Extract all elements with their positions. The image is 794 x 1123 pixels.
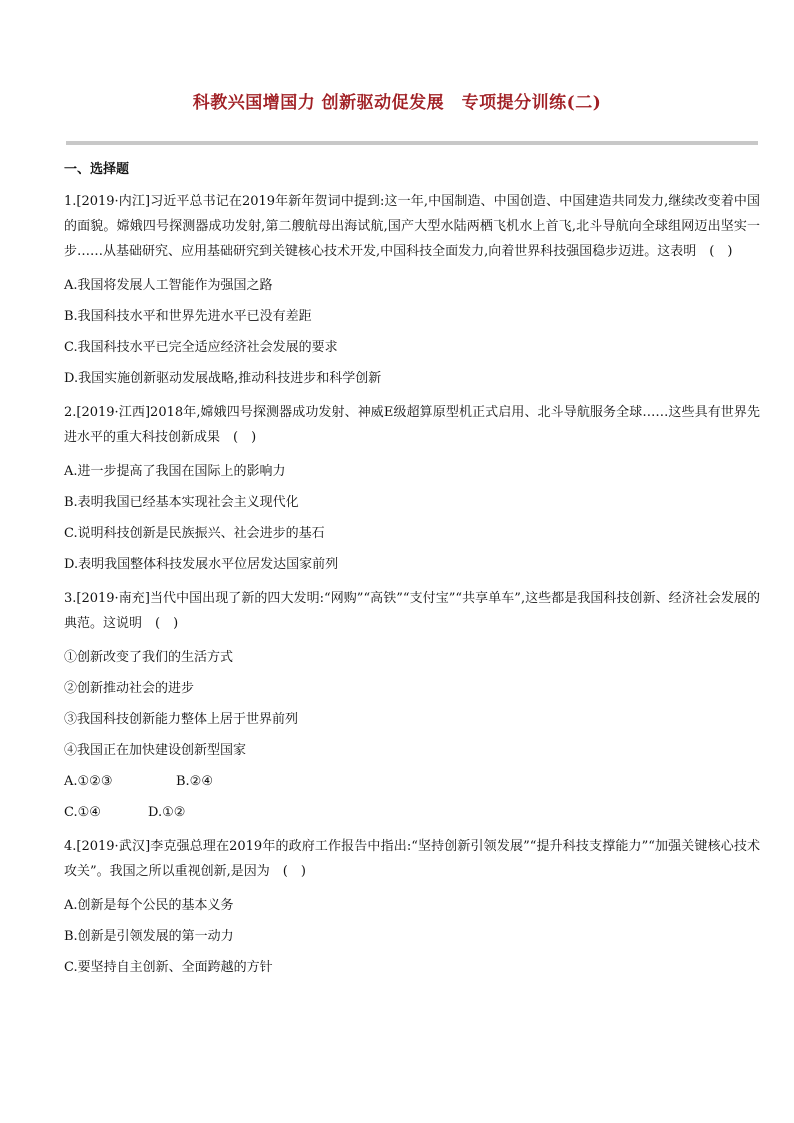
question-3-option-d: D.①② bbox=[148, 805, 186, 820]
section-heading: 一、选择题 bbox=[64, 162, 130, 177]
question-4-option-a: A.创新是每个公民的基本义务 bbox=[64, 898, 234, 913]
question-list bbox=[64, 160, 760, 989]
question-1-option-c: C.我国科技水平已完全适应经济社会发展的要求 bbox=[64, 340, 338, 355]
question-1-option-b: B.我国科技水平和世界先进水平已没有差距 bbox=[64, 309, 312, 324]
question-4-option-c: C.要坚持自主创新、全面跨越的方针 bbox=[64, 960, 273, 975]
question-2-option-d: D.表明我国整体科技发展水平位居发达国家前列 bbox=[64, 557, 339, 572]
question-3-options-row-1 bbox=[64, 772, 760, 791]
title-divider bbox=[66, 141, 758, 145]
page-title: 科教兴国增国力 创新驱动促发展 专项提分训练(二) bbox=[192, 93, 602, 113]
question-3-statement-2: ②创新推动社会的进步 bbox=[64, 681, 195, 696]
question-2-option-b: B.表明我国已经基本实现社会主义现代化 bbox=[64, 495, 299, 510]
question-2-option-c: C.说明科技创新是民族振兴、社会进步的基石 bbox=[64, 526, 325, 541]
question-2-stem: 2.[2019·江西]2018年,嫦娥四号探测器成功发射、神威E级超算原型机正式启用、北斗导航服务全球……这些具有世界先进水平的重大科技创新成果 ( ) bbox=[64, 405, 760, 445]
question-3-option-c: C.①④ bbox=[64, 805, 101, 820]
question-4-stem: 4.[2019·武汉]李克强总理在2019年的政府工作报告中指出:“坚持创新引领发展”“提升科技支撑能力”“加强关键核心技术攻关”。我国之所以重视创新,是因为 ( ) bbox=[64, 839, 760, 879]
question-3-option-b: B.②④ bbox=[176, 774, 213, 789]
question-3-option-a: A.①②③ bbox=[64, 774, 113, 789]
question-2-option-a: A.进一步提高了我国在国际上的影响力 bbox=[64, 464, 286, 479]
question-1-option-a: A.我国将发展人工智能作为强国之路 bbox=[64, 278, 273, 293]
question-4-option-b: B.创新是引领发展的第一动力 bbox=[64, 929, 234, 944]
question-3-statement-4: ④我国正在加快建设创新型国家 bbox=[64, 743, 247, 758]
question-3-options-row-2 bbox=[64, 803, 760, 822]
question-1-option-d: D.我国实施创新驱动发展战略,推动科技进步和科学创新 bbox=[64, 371, 382, 386]
question-3-statement-1: ①创新改变了我们的生活方式 bbox=[64, 650, 234, 665]
question-3-statement-3: ③我国科技创新能力整体上居于世界前列 bbox=[64, 712, 299, 727]
question-1-stem: 1.[2019·内江]习近平总书记在2019年新年贺词中提到:这一年,中国制造、中国创造、中国建造共同发力,继续改变着中国的面貌。嫦娥四号探测器成功发射,第二艘航母出海试航,国产大型水陆两栖飞机水上首飞,北斗导航向全球组网迈出坚实一步……从基础研究、应用基础研究到关键核心技术开发,中国科技全面发力,向着世界科技强国稳步迈进。这表明 ( ) bbox=[64, 194, 760, 259]
question-3-stem: 3.[2019·南充]当代中国出现了新的四大发明:“网购”“高铁”“支付宝”“共享单车”,这些都是我国科技创新、经济社会发展的典范。这说明 ( ) bbox=[64, 591, 760, 631]
